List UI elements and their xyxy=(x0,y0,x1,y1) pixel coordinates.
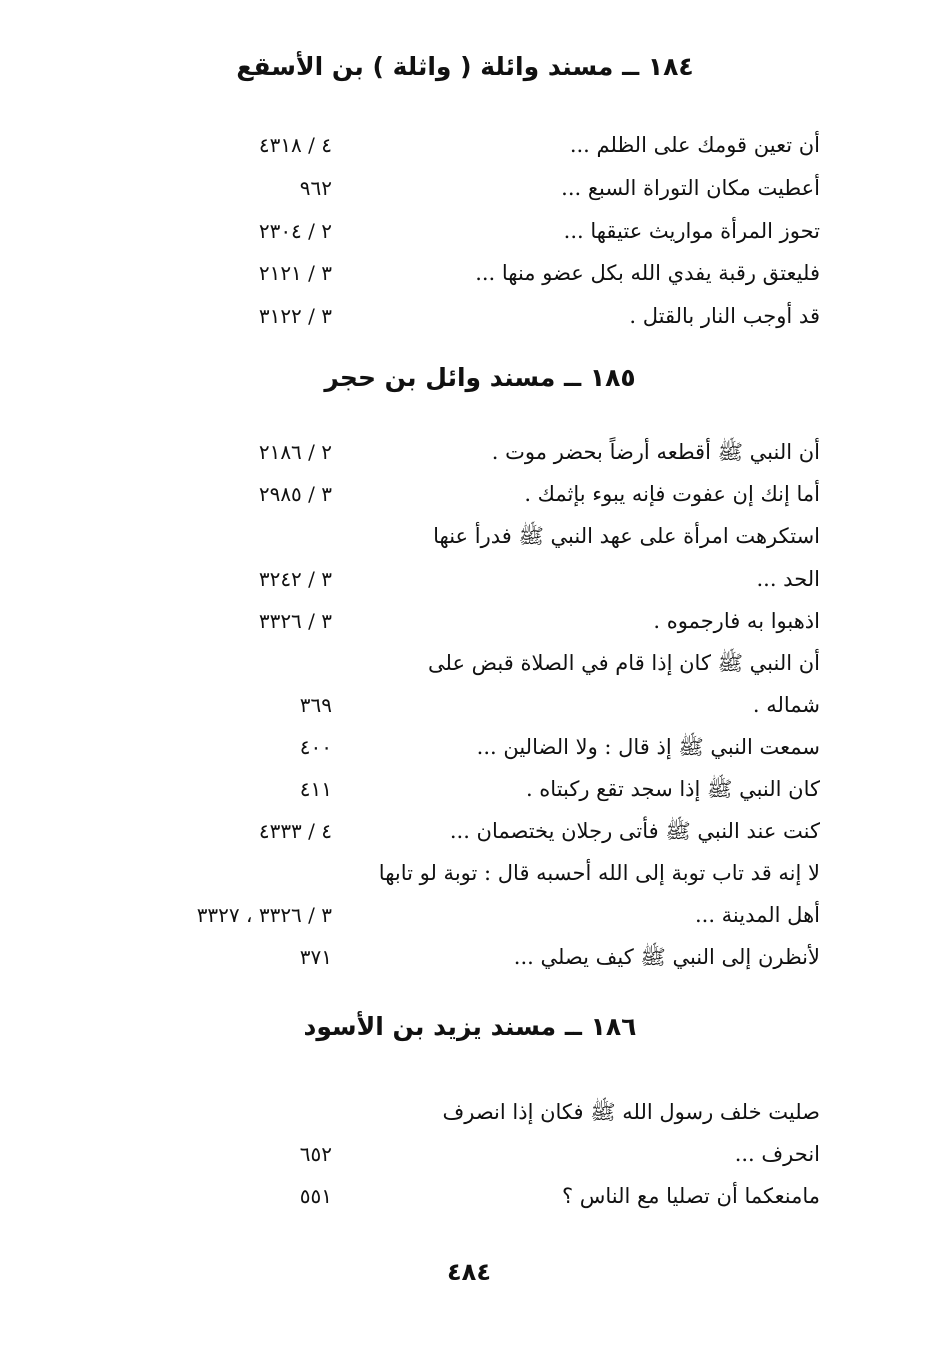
entry-line xyxy=(100,296,820,336)
entry-line xyxy=(100,559,820,599)
entry-text: أهل المدينة ... xyxy=(694,903,820,927)
entry-text: انحرف ... xyxy=(734,1142,820,1166)
entry-text: لا إنه قد تاب توبة إلى الله أحسبه قال : توبة لو تابها xyxy=(378,861,820,885)
page-number: ٤٨٤ xyxy=(447,1258,491,1286)
entry-line xyxy=(100,685,820,725)
section-heading-185: ١٨٥ ــ مسند وائل بن حجر xyxy=(324,363,636,392)
entry-text: الحد ... xyxy=(756,567,820,591)
entry-line xyxy=(100,474,820,514)
entry-reference: ٩٦٢ xyxy=(299,176,332,200)
entry-reference: ٣ / ٣١٢٢ xyxy=(258,304,332,328)
entry-line xyxy=(100,643,820,683)
entry-reference: ٤٠٠ xyxy=(299,735,332,759)
entry-text: شماله . xyxy=(752,693,820,717)
entry-reference: ٣٦٩ xyxy=(299,693,332,717)
entry-text: لأنظرن إلى النبي ﷺ كيف يصلي ... xyxy=(513,945,820,969)
entry-line xyxy=(100,769,820,809)
entry-reference: ٦٥٢ xyxy=(299,1142,332,1166)
entry-text: أن النبي ﷺ كان إذا قام في الصلاة قبض على xyxy=(428,651,820,675)
entry-text: أما إنك إن عفوت فإنه يبوء بإثمك . xyxy=(524,482,820,506)
entry-line xyxy=(100,432,820,472)
entry-reference: ٢ / ٢٣٠٤ xyxy=(258,219,332,243)
entry-text: أعطيت مكان التوراة السبع ... xyxy=(561,176,820,200)
entry-reference: ٢ / ٢١٨٦ xyxy=(258,440,332,464)
section-heading-184: ١٨٤ ــ مسند وائلة ( واثلة ) بن الأسقع xyxy=(236,52,694,81)
section-heading-186: ١٨٦ ــ مسند يزيد بن الأسود xyxy=(303,1012,637,1041)
entry-reference: ٣ / ٣٢٤٢ xyxy=(258,567,332,591)
entry-text: كان النبي ﷺ إذا سجد تقع ركبتاه . xyxy=(525,777,820,801)
entry-text: قد أوجب النار بالقتل . xyxy=(629,304,820,328)
entry-text: تحوز المرأة مواريث عتيقها ... xyxy=(563,219,820,243)
entry-line xyxy=(100,516,820,556)
entry-line xyxy=(100,168,820,208)
entry-line xyxy=(100,1092,820,1132)
entry-reference: ٣ / ٣٣٢٦ xyxy=(258,609,332,633)
entry-text: صليت خلف رسول الله ﷺ فكان إذا انصرف xyxy=(442,1100,820,1124)
entry-line xyxy=(100,811,820,851)
entry-reference: ٤ / ٤٣١٨ xyxy=(258,133,332,157)
entry-line xyxy=(100,125,820,165)
entry-reference: ٣ / ٢١٢١ xyxy=(258,261,332,285)
entry-text: أن النبي ﷺ أقطعه أرضاً بحضر موت . xyxy=(491,440,820,464)
entry-reference: ٣٧١ xyxy=(299,945,332,969)
entry-text: سمعت النبي ﷺ إذ قال : ولا الضالين ... xyxy=(476,735,820,759)
entry-text: أن تعين قومك على الظلم ... xyxy=(569,133,820,157)
entry-reference: ٣ / ٢٩٨٥ xyxy=(258,482,332,506)
entry-text: مامنعكما أن تصليا مع الناس ؟ xyxy=(561,1184,820,1208)
entry-line xyxy=(100,1134,820,1174)
entry-text: استكرهت امرأة على عهد النبي ﷺ فدرأ عنها xyxy=(433,524,820,548)
entry-reference: ٥٥١ xyxy=(299,1184,332,1208)
entry-line xyxy=(100,601,820,641)
entry-line xyxy=(100,937,820,977)
entry-line xyxy=(100,853,820,893)
entry-reference: ٣ / ٣٣٢٦ ، ٣٣٢٧ xyxy=(196,903,332,927)
entry-reference: ٤١١ xyxy=(299,777,332,801)
entry-line xyxy=(100,727,820,767)
entry-text: فليعتق رقبة يفدي الله بكل عضو منها ... xyxy=(475,261,820,285)
entry-text: اذهبوا به فارجموه . xyxy=(653,609,820,633)
entry-text: كنت عند النبي ﷺ فأتى رجلان يختصمان ... xyxy=(449,819,820,843)
entry-line xyxy=(100,895,820,935)
entry-line xyxy=(100,253,820,293)
entry-line xyxy=(100,211,820,251)
entry-line xyxy=(100,1176,820,1216)
entry-reference: ٤ / ٤٣٣٣ xyxy=(258,819,332,843)
